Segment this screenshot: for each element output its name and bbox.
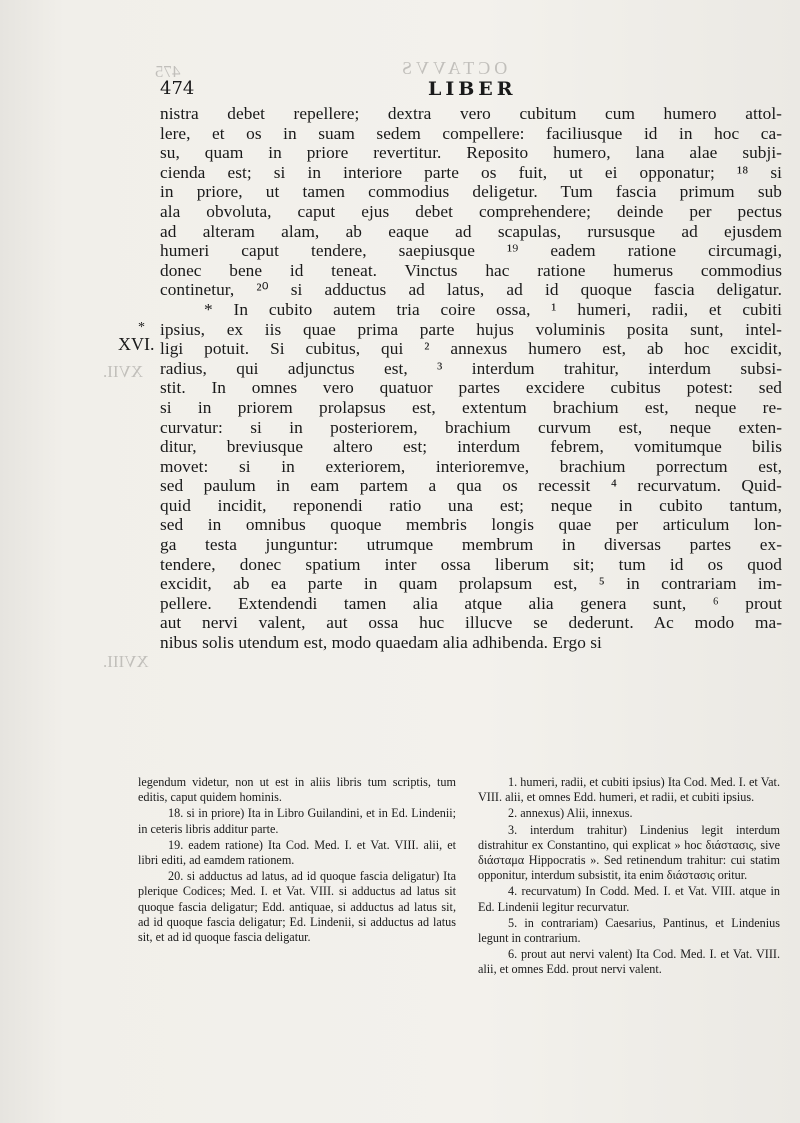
text-line: radius, qui adjunctus est, ³ interdum trahitur, interdum subsi- bbox=[160, 358, 782, 378]
footnote: 1. humeri, radii, et cubiti ipsius) Ita Cod. Med. I. et Vat. VIII. alii, et omnes Edd. humeri, et radii, et cubiti ipsius. bbox=[478, 775, 780, 805]
text-line: ipsius, ex iis quae prima parte hujus voluminis posita sunt, intel- bbox=[160, 319, 782, 339]
text-line: stit. In omnes vero quatuor partes excidere cubitus potest: sed bbox=[160, 378, 782, 398]
text-line: cienda est; si in interiore parte os fuit, ut ei opponatur; ¹⁸ si bbox=[160, 162, 782, 182]
text-line: continetur, ²⁰ si adductus ad latus, ad id quoque fascia deligatur. bbox=[160, 280, 782, 300]
text-line: su, quam in priore revertitur. Reposito humero, lana alae subji- bbox=[160, 143, 782, 163]
text-line: nibus solis utendum est, modo quaedam alia adhibenda. Ergo si bbox=[160, 633, 602, 653]
text-line: nistra debet repellere; dextra vero cubitum cum humero attol- bbox=[160, 104, 782, 123]
footnote: 6. prout aut nervi valent) Ita Cod. Med. I. et Vat. VIII. alii, et omnes Edd. prout nervi valent. bbox=[478, 947, 780, 977]
section-star: * bbox=[138, 320, 145, 335]
footnote: 3. interdum trahitur) Lindenius legit interdum distrahitur ex Constantino, qui explicat » hoc διάστασις, sive διάσταμα Hippocratis ». Sed retinendum trahitur: cui statim opponitur, interdum subsistit, ita enim διάστασις oritur. bbox=[478, 822, 780, 883]
footnote: legendum videtur, non ut est in aliis libris tum scriptis, tum editis, caput quidem hominis. bbox=[138, 775, 456, 805]
footnote: 2. annexus) Alii, innexus. bbox=[508, 806, 633, 821]
text-line: ala obvoluta, caput ejus debet comprehendere; deinde per pectus bbox=[160, 201, 782, 221]
footnotes-left-column bbox=[138, 775, 456, 946]
section-marker bbox=[118, 320, 155, 355]
text-line: ditur, breviusque altero est; interdum febrem, vomitumque bilis bbox=[160, 437, 782, 457]
section-numeral: XVI. bbox=[118, 334, 155, 354]
text-line: ga testa junguntur: utrumque membrum in diversas partes ex- bbox=[160, 535, 782, 555]
text-line: sed paulum in eam partem a qua os recessit ⁴ recurvatum. Quid- bbox=[160, 476, 782, 496]
footnote: 19. eadem ratione) Ita Cod. Med. I. et Vat. VIII. alii, et libri editi, ad eamdem rationem. bbox=[138, 837, 456, 868]
text-line: in priore, ut tamen commodius deligetur. Tum fascia primum sub bbox=[160, 182, 782, 202]
bleed-through-page-number: 475 bbox=[155, 62, 181, 81]
running-head: LIBER bbox=[428, 78, 517, 100]
bleed-through-running-head: OCTAVVS bbox=[398, 58, 508, 78]
text-line: lere, et os in suam sedem compellere: faciliusque id in hoc ca- bbox=[160, 123, 782, 143]
text-line: movet: si in exteriorem, interioremve, brachium porrectum est, bbox=[160, 456, 782, 476]
text-line: * In cubito autem tria coire ossa, ¹ humeri, radii, et cubiti bbox=[204, 299, 782, 319]
text-line: excidit, ab ea parte in quam prolapsum est, ⁵ in contrariam im- bbox=[160, 574, 782, 594]
text-line: ligi potuit. Si cubitus, qui ² annexus humero est, ab hoc excidit, bbox=[160, 339, 782, 359]
text-line: ad alteram alam, ab eaque ad scapulas, rursusque ad ejusdem bbox=[160, 221, 782, 241]
text-line: aut nervi valent, aut ossa huc illucve se dederunt. Ac modo ma- bbox=[160, 613, 782, 633]
text-line: humeri caput tendere, saepiusque ¹⁹ eadem ratione circumagi, bbox=[160, 241, 782, 261]
footnote: 5. in contrariam) Caesarius, Pantinus, et Lindenius legunt in contrarium. bbox=[478, 915, 780, 946]
page-header bbox=[160, 78, 790, 104]
footnotes-right-column bbox=[478, 775, 780, 979]
text-line: sed in omnibus quoque membris longis quae per articulum lon- bbox=[160, 515, 782, 535]
main-text-block bbox=[160, 104, 782, 653]
text-line: quid incidit, reponendi ratio una est; neque in cubito tantum, bbox=[160, 495, 782, 515]
text-line: si in priorem prolapsus est, extentum brachium est, neque re- bbox=[160, 397, 782, 417]
text-line: curvatur: si in posteriorem, brachium curvum est, neque exten- bbox=[160, 417, 782, 437]
page-number: 474 bbox=[160, 78, 195, 99]
bleed-through-numeral: XVII. bbox=[103, 362, 144, 381]
footnote: 18. si in priore) Ita in Libro Guilandini, et in Ed. Lindenii; in ceteris libris additur parte. bbox=[138, 806, 456, 836]
footnote: 20. si adductus ad latus, ad id quoque fascia deligatur) Ita plerique Codices; Med. I. et Vat. VIII. si adductus ad latus sit quoque fascia deligatur; Edd. antiquae, si adductus ad latus sit, ad id quoque fascia deligatur; Ed. Lindenii, si adductus ad latus sit, et ad id quoque fascia deligatur. bbox=[138, 869, 456, 945]
footnote: 4. recurvatum) In Codd. Med. I. et Vat. VIII. atque in Ed. Lindenii legitur recurvatur. bbox=[478, 884, 780, 914]
text-line: donec bene id teneat. Vinctus hac ratione humerus commodius bbox=[160, 260, 782, 280]
text-line: pellere. Extendendi tamen alia atque alia genera sunt, ⁶ prout bbox=[160, 593, 782, 613]
text-line: tendere, donec spatium inter ossa liberum sit; tum id os quod bbox=[160, 554, 782, 574]
bleed-through-numeral: XVIII. bbox=[103, 652, 149, 671]
